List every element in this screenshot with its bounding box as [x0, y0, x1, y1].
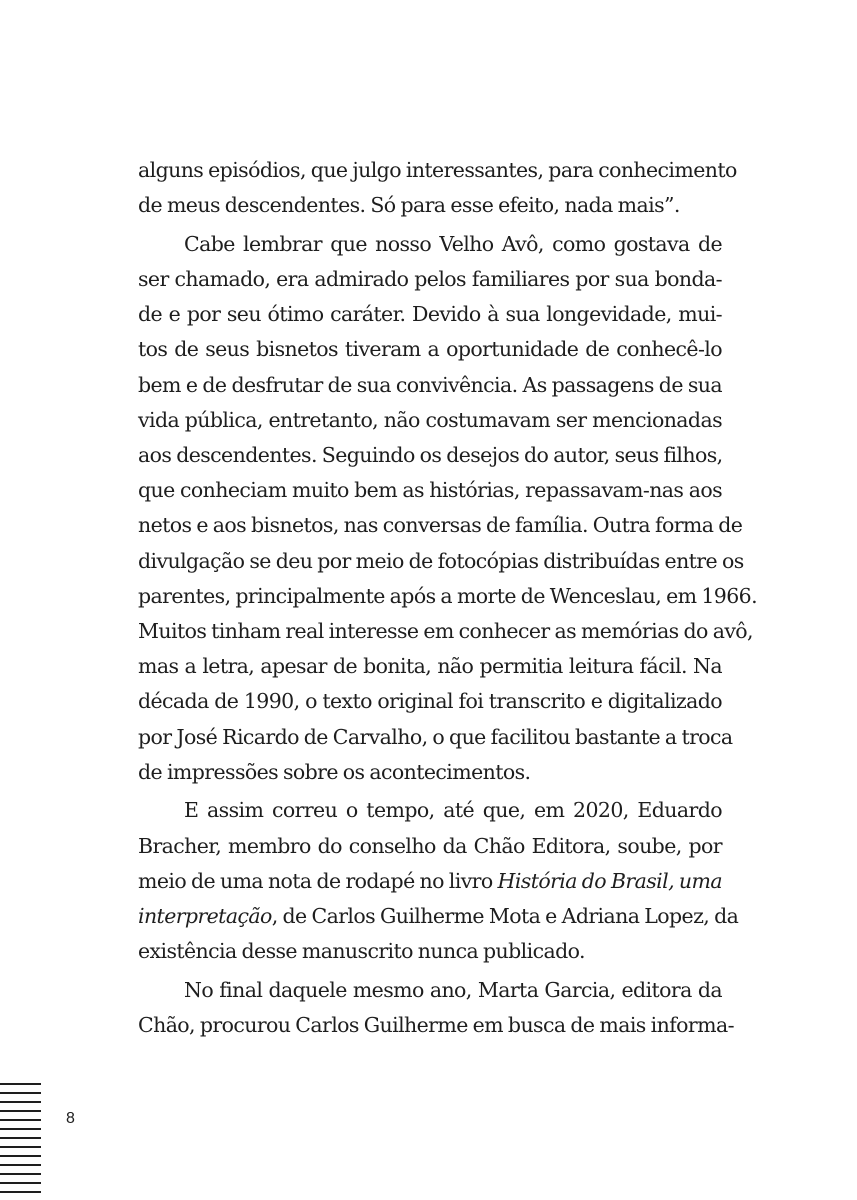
text-run: meio de uma nota de rodapé no livro [138, 868, 498, 893]
text-line: E assim correu o tempo, até que, em 2020, Eduardo [184, 798, 722, 823]
edge-rule [0, 1182, 41, 1184]
text-line: tos de seus bisnetos tiveram a oportunidade de conhecê-lo [138, 337, 722, 362]
text-line: netos e aos bisnetos, nas conversas de família. Outra forma de [138, 513, 743, 538]
text-line: existência desse manuscrito nunca publicado. [138, 939, 585, 964]
paragraph-2 [138, 227, 758, 790]
text-line: vida pública, entretanto, não costumavam ser mencionadas [138, 407, 722, 432]
edge-rule [0, 1110, 41, 1112]
text-line: ser chamado, era admirado pelos familiares por sua bonda- [138, 267, 722, 292]
text-line: mas a letra, apesar de bonita, não permitia leitura fácil. Na [138, 654, 722, 679]
edge-rule [0, 1146, 41, 1148]
text-line: Muitos tinham real interesse em conhecer as memórias do avô, [138, 618, 753, 643]
text-line: de meus descendentes. Só para esse efeito, nada mais”. [138, 193, 680, 218]
edge-rule [0, 1164, 41, 1166]
edge-rule [0, 1155, 41, 1157]
edge-rule [0, 1119, 41, 1121]
edge-rule [0, 1191, 41, 1193]
text-line [138, 899, 739, 934]
text-line: alguns episódios, que julgo interessantes, para conhecimento [138, 158, 737, 182]
text-line: divulgação se deu por meio de fotocópias distribuídas entre os [138, 548, 744, 573]
text-line: década de 1990, o texto original foi transcrito e digitalizado [138, 689, 722, 714]
book-title-italic: História do Brasil, uma [497, 868, 722, 893]
text-line: Chão, procurou Carlos Guilherme em busca de mais informa- [138, 1013, 734, 1037]
edge-rule [0, 1173, 41, 1175]
paragraph-3 [138, 793, 739, 969]
text-line: de e por seu ótimo caráter. Devido à sua longevidade, mui- [138, 302, 722, 327]
edge-rule [0, 1092, 41, 1094]
edge-rule [0, 1137, 41, 1139]
text-line: Bracher, membro do conselho da Chão Editora, soube, por [138, 833, 722, 858]
edge-rule [0, 1101, 41, 1103]
body-text [138, 153, 758, 1043]
paragraph-1 [138, 153, 737, 223]
text-line: aos descendentes. Seguindo os desejos do autor, seus filhos, [138, 443, 723, 467]
edge-rule [0, 1128, 41, 1130]
text-line: parentes, principalmente após a morte de Wenceslau, em 1966. [138, 583, 758, 608]
page-number: 8 [66, 1110, 75, 1127]
text-line: bem e de desfrutar de sua convivência. As passagens de sua [138, 372, 722, 397]
paragraph-4 [138, 973, 734, 1043]
text-line: por José Ricardo de Carvalho, o que facilitou bastante a troca [138, 724, 733, 749]
text-line: que conheciam muito bem as histórias, repassavam-nas aos [138, 478, 722, 503]
text-line: Cabe lembrar que nosso Velho Avô, como gostava de [184, 231, 722, 256]
text-line: No final daquele mesmo ano, Marta Garcia, editora da [184, 977, 722, 1002]
text-line: de impressões sobre os acontecimentos. [138, 759, 531, 784]
text-line [138, 864, 722, 899]
page-edge-rules [0, 1083, 41, 1200]
book-title-italic: interpretação [138, 903, 272, 928]
text-run: , de Carlos Guilherme Mota e Adriana Lopez, da [271, 903, 739, 928]
edge-rule [0, 1083, 41, 1085]
